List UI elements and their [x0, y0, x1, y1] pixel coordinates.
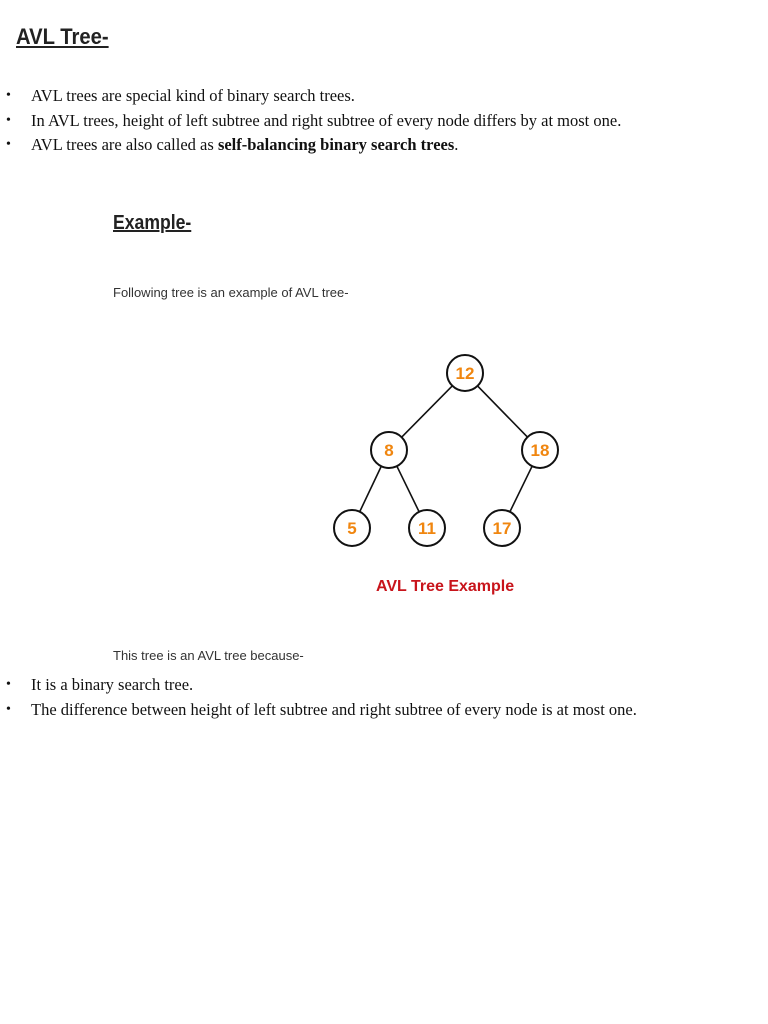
list-item-text: It is a binary search tree.	[31, 675, 194, 694]
tree-node-17	[484, 510, 520, 546]
tree-edge-12-8	[402, 386, 453, 437]
tree-node-label: 11	[418, 519, 436, 538]
tree-node-label: 17	[492, 519, 512, 538]
tree-node-18	[522, 432, 558, 468]
tree-node-label: 18	[530, 441, 550, 460]
tree-edge-12-18	[478, 386, 528, 437]
list-item-text: The difference between height of left subtree and right subtree of every node is at most one.	[31, 699, 637, 719]
list-item	[0, 109, 621, 134]
list-item	[0, 84, 621, 109]
avl-tree-diagram	[320, 340, 570, 560]
tree-node-5	[334, 510, 370, 546]
tree-node-label: 12	[455, 364, 475, 383]
figure-caption: AVL Tree Example	[376, 578, 515, 595]
tree-node-label: 8	[384, 441, 394, 460]
list-item-text: AVL trees are also called as	[31, 135, 218, 154]
list-item-text: AVL trees are special kind of binary search trees.	[31, 86, 355, 105]
reason-list	[0, 673, 637, 722]
list-item	[0, 698, 637, 723]
tree-edge-18-17	[510, 466, 532, 512]
list-item	[0, 133, 621, 158]
list-item-text: In AVL trees, height of left subtree and right subtree of every node differs by at most one.	[31, 110, 622, 130]
example-heading: Example-	[113, 212, 192, 234]
list-item-suffix: .	[454, 135, 459, 154]
example-intro: Following tree is an example of AVL tree-	[113, 285, 349, 300]
list-item	[0, 673, 637, 698]
reason-intro: This tree is an AVL tree because-	[113, 648, 304, 663]
tree-edge-8-5	[360, 466, 382, 511]
tree-edge-8-11	[397, 466, 419, 512]
tree-nodes	[334, 355, 558, 546]
tree-node-8	[371, 432, 407, 468]
page-title: AVL Tree-	[16, 24, 109, 49]
definition-list	[0, 84, 621, 158]
tree-node-label: 5	[347, 519, 357, 538]
bold-term: self-balancing binary search trees	[217, 135, 455, 154]
tree-node-12	[447, 355, 483, 391]
tree-node-11	[409, 510, 445, 546]
